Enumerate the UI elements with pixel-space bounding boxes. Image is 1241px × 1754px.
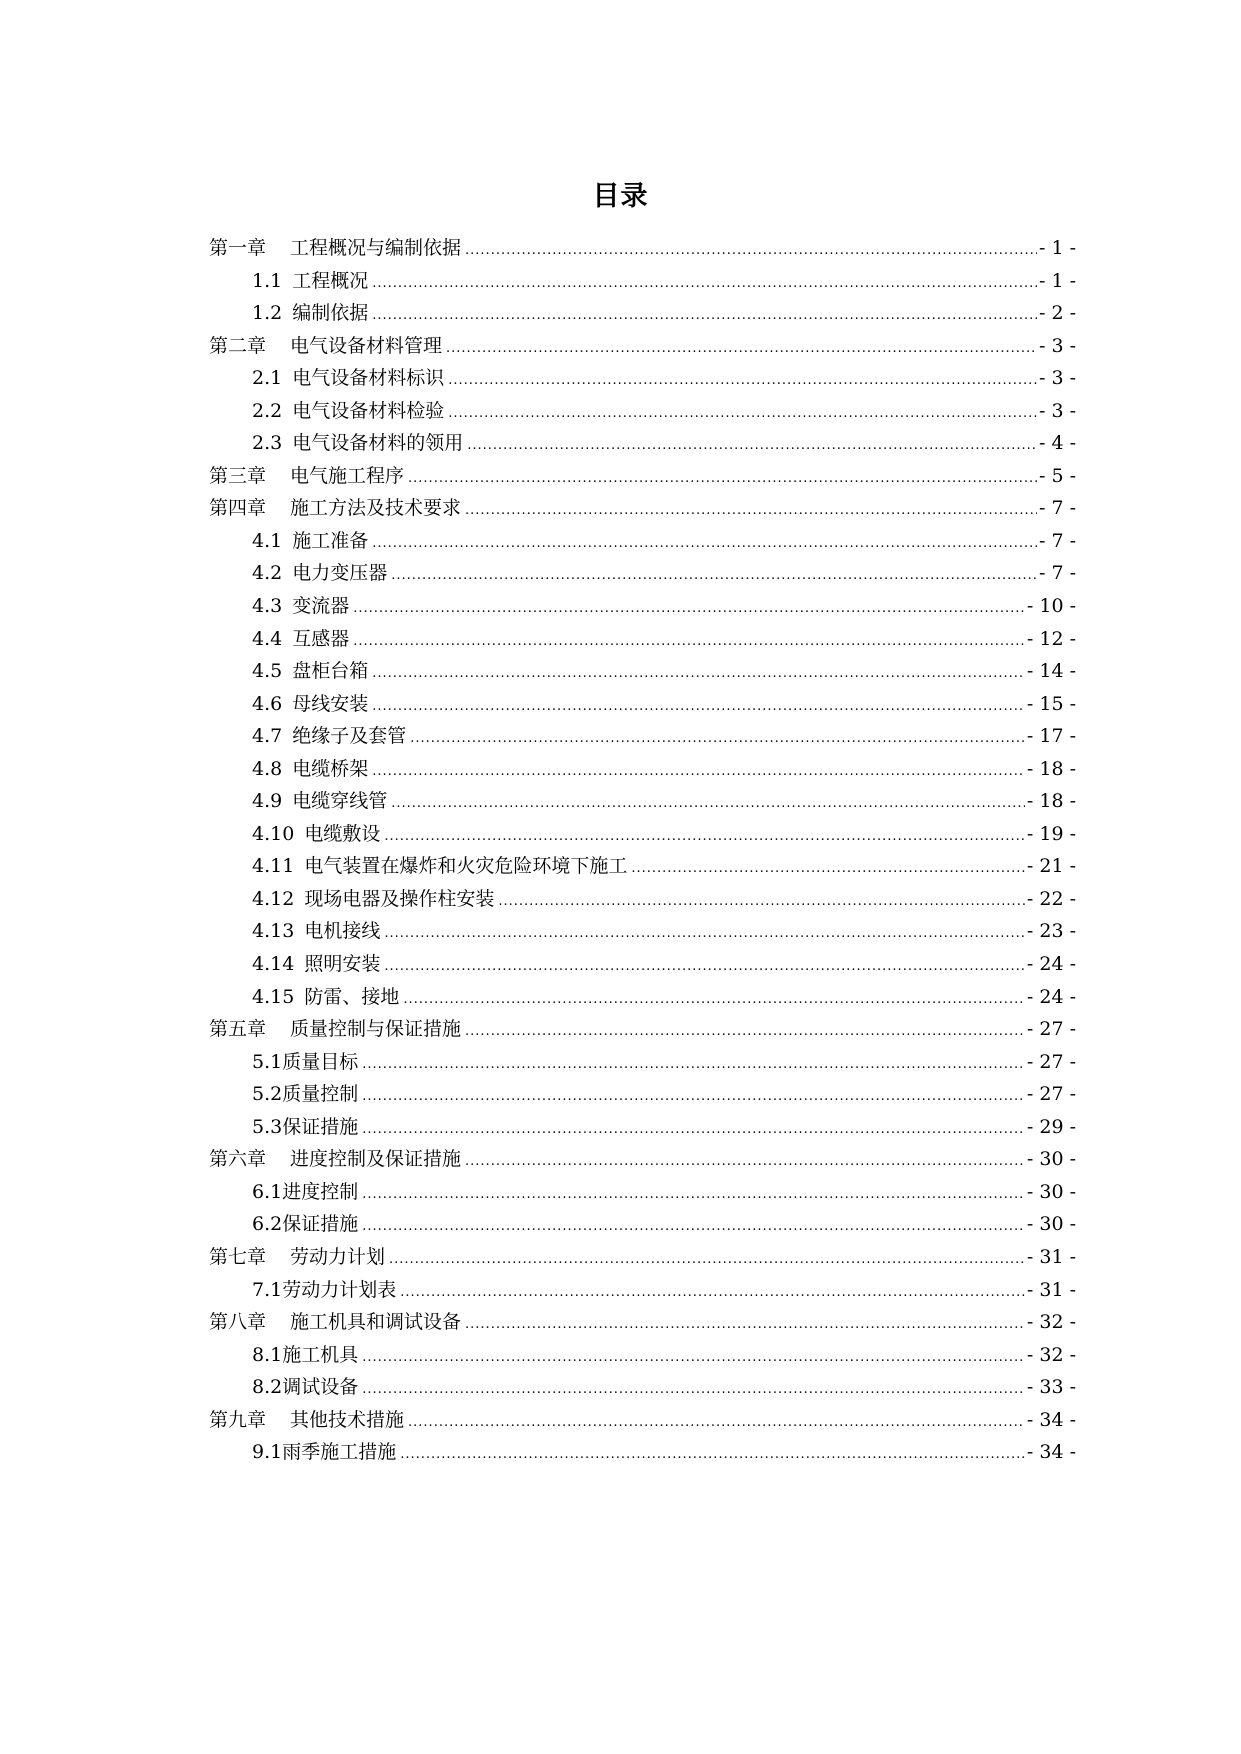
toc-entry-title: 变流器 [292,595,350,618]
toc-dot-leader [465,1016,1025,1049]
toc-entry-number: 4.14 [252,953,295,976]
toc-entry-label [209,818,380,851]
toc-dot-leader [362,1211,1025,1244]
toc-page-number: - 22 - [1026,887,1076,910]
toc-entry-number: 第四章 [209,497,267,520]
toc-entry-title: 保证措施 [282,1213,359,1236]
toc-entry-label [209,1143,461,1176]
toc-chapter-entry[interactable] [209,1013,1076,1046]
toc-entry-title: 质量控制与保证措施 [290,1018,462,1041]
toc-dot-leader [384,918,1025,951]
toc-section-entry[interactable] [209,720,1076,753]
toc-entry-number: 1.1 [252,269,283,292]
toc-entry-label [209,785,387,818]
toc-entry-number: 7.1 [252,1278,283,1301]
toc-entry-title: 电气设备材料管理 [290,334,443,357]
toc-section-entry[interactable] [209,557,1076,590]
toc-entry-title: 编制依据 [292,302,369,325]
toc-page-number: - 3 - [1038,334,1076,357]
toc-entry-label [209,688,368,721]
toc-entry-label [209,1436,396,1469]
toc-page-number: - 27 - [1026,1018,1076,1041]
toc-dot-leader [410,723,1025,756]
toc-entry-number: 2.1 [252,367,283,390]
toc-entry-title: 电缆敷设 [304,822,381,845]
toc-entry-number: 4.3 [252,595,283,618]
toc-dot-leader [372,756,1025,789]
toc-entry-title: 现场电器及操作柱安装 [304,887,495,910]
toc-page-number: - 1 - [1038,269,1076,292]
toc-entry-number: 第七章 [209,1245,267,1268]
toc-entry-number: 4.6 [252,692,283,715]
toc-section-entry[interactable] [209,362,1076,395]
toc-entry-number: 2.2 [252,399,283,422]
toc-entry-label [209,948,380,981]
toc-entry-label [209,655,368,688]
toc-entry-label [209,1208,358,1241]
toc-entry-label [209,1176,358,1209]
toc-section-entry[interactable] [209,883,1076,916]
toc-entry-title: 防雷、接地 [304,985,400,1008]
toc-entry-title: 电气设备材料的领用 [292,432,464,455]
toc-dot-leader [372,528,1037,561]
toc-dot-leader [465,235,1037,268]
toc-section-entry[interactable] [209,915,1076,948]
toc-entry-label [209,265,368,298]
toc-dot-leader [384,951,1025,984]
toc-page-number: - 14 - [1026,660,1076,683]
toc-entry-number: 第二章 [209,334,267,357]
toc-chapter-entry[interactable] [209,232,1076,265]
toc-page-number: - 7 - [1038,562,1076,585]
toc-page-number: - 27 - [1026,1050,1076,1073]
toc-entry-title: 盘柜台箱 [292,660,369,683]
toc-entry-label [209,981,399,1014]
toc-page-number: - 12 - [1026,627,1076,650]
toc-entry-title: 工程概况 [292,269,369,292]
toc-entry-title: 调试设备 [282,1376,359,1399]
toc-section-entry[interactable] [209,395,1076,428]
toc-page-number: - 30 - [1026,1148,1076,1171]
toc-entry-title: 电气设备材料标识 [292,367,445,390]
toc-section-entry[interactable] [209,1111,1076,1144]
toc-entry-number: 4.15 [252,985,295,1008]
toc-page-number: - 19 - [1026,822,1076,845]
toc-section-entry[interactable] [209,1436,1076,1469]
toc-section-entry[interactable] [209,623,1076,656]
toc-entry-label [209,297,368,330]
toc-dot-leader [372,300,1037,333]
toc-entry-label [209,1013,461,1046]
toc-entry-title: 施工机具和调试设备 [290,1311,462,1334]
toc-entry-title: 绝缘子及套管 [292,725,407,748]
toc-entry-title: 质量控制 [282,1083,359,1106]
toc-section-entry[interactable] [209,525,1076,558]
toc-entry-number: 5.1 [252,1050,283,1073]
toc-dot-leader [384,821,1025,854]
toc-dot-leader [446,333,1037,366]
toc-entry-number: 第三章 [209,464,267,487]
toc-section-entry[interactable] [209,427,1076,460]
toc-section-entry[interactable] [209,265,1076,298]
toc-entry-number: 第八章 [209,1311,267,1334]
toc-dot-leader [362,1179,1025,1212]
toc-page-number: - 34 - [1026,1441,1076,1464]
toc-entry-label [209,590,349,623]
toc-entry-title: 保证措施 [282,1115,359,1138]
toc-dot-leader [448,365,1037,398]
toc-entry-title: 互感器 [292,627,350,650]
toc-entry-title: 电气设备材料检验 [292,399,445,422]
toc-page-number: - 29 - [1026,1115,1076,1138]
toc-page-number: - 30 - [1026,1180,1076,1203]
toc-entry-number: 8.1 [252,1343,283,1366]
toc-entry-label [209,460,404,493]
toc-entry-label [209,557,387,590]
toc-section-entry[interactable] [209,948,1076,981]
toc-entry-number: 6.1 [252,1180,283,1203]
toc-dot-leader [465,1309,1025,1342]
toc-entry-label [209,623,349,656]
toc-entry-label [209,1241,385,1274]
toc-dot-leader [400,1277,1025,1310]
toc-entry-number: 4.7 [252,725,283,748]
toc-entry-number: 第五章 [209,1018,267,1041]
toc-entry-label [209,753,368,786]
toc-dot-leader [353,593,1025,626]
toc-entry-number: 4.11 [252,855,295,878]
toc-entry-number: 4.4 [252,627,283,650]
toc-section-entry[interactable] [209,818,1076,851]
toc-entry-title: 劳动力计划表 [282,1278,397,1301]
toc-chapter-entry[interactable] [209,460,1076,493]
toc-entry-label [209,1371,358,1404]
toc-section-entry[interactable] [209,1339,1076,1372]
toc-section-entry[interactable] [209,1046,1076,1079]
toc-entry-title: 工程概况与编制依据 [290,237,462,259]
toc-entry-number: 8.2 [252,1376,283,1399]
toc-page-number: - 32 - [1026,1311,1076,1334]
toc-entry-label [209,720,406,753]
toc-page-number: - 3 - [1038,399,1076,422]
toc-page-number: - 18 - [1026,757,1076,780]
toc-page-number: - 24 - [1026,953,1076,976]
toc-page-number: - 10 - [1026,595,1076,618]
toc-page-number: - 1 - [1038,237,1076,259]
toc-dot-leader [353,626,1025,659]
toc-page-number: - 5 - [1038,464,1076,487]
toc-entry-label [209,850,627,883]
toc-page-number: - 34 - [1026,1408,1076,1431]
toc-entry-label [209,883,494,916]
toc-entry-number: 4.13 [252,920,295,943]
toc-entry-label [209,1274,396,1307]
toc-page-number: - 23 - [1026,920,1076,943]
toc-entry-title: 电机接线 [304,920,381,943]
toc-section-entry[interactable] [209,785,1076,818]
toc-page-number: - 24 - [1026,985,1076,1008]
toc-entry-label [209,492,461,525]
toc-entry-title: 电缆桥架 [292,757,369,780]
toc-page-number: - 30 - [1026,1213,1076,1236]
toc-entry-title: 电气施工程序 [290,464,405,487]
toc-chapter-entry[interactable] [209,1143,1076,1176]
toc-entry-label [209,525,368,558]
toc-chapter-entry[interactable] [209,1241,1076,1274]
toc-dot-leader [408,463,1037,496]
toc-entry-label [209,362,444,395]
toc-entry-number: 5.3 [252,1115,283,1138]
toc-entry-number: 4.5 [252,660,283,683]
toc-entry-title: 母线安装 [292,692,369,715]
toc-entry-label [209,1339,358,1372]
toc-section-entry[interactable] [209,1371,1076,1404]
toc-entry-title: 电力变压器 [292,562,388,585]
toc-list [209,232,1076,1469]
toc-page-number: - 32 - [1026,1343,1076,1366]
toc-entry-number: 9.1 [252,1441,283,1464]
toc-page-number: - 3 - [1038,367,1076,390]
toc-entry-number: 4.2 [252,562,283,585]
toc-dot-leader [372,691,1025,724]
toc-entry-label [209,1078,358,1111]
toc-entry-label [209,1404,404,1437]
toc-entry-title: 照明安装 [304,953,381,976]
toc-page-number: - 15 - [1026,692,1076,715]
toc-page-number: - 33 - [1026,1376,1076,1399]
toc-dot-leader [372,658,1025,691]
toc-section-entry[interactable] [209,655,1076,688]
toc-page-number: - 2 - [1038,302,1076,325]
toc-page-number: - 31 - [1026,1278,1076,1301]
toc-section-entry[interactable] [209,688,1076,721]
toc-chapter-entry[interactable] [209,1404,1076,1437]
toc-dot-leader [362,1049,1025,1082]
toc-page-number: - 27 - [1026,1083,1076,1106]
toc-entry-number: 第六章 [209,1148,267,1171]
toc-page-number: - 7 - [1038,497,1076,520]
toc-section-entry[interactable] [209,590,1076,623]
toc-dot-leader [465,1146,1025,1179]
toc-entry-title: 施工机具 [282,1343,359,1366]
toc-entry-label [209,1111,358,1144]
toc-entry-number: 4.8 [252,757,283,780]
toc-section-entry[interactable] [209,1208,1076,1241]
toc-entry-title: 电气装置在爆炸和火灾危险环境下施工 [304,855,628,878]
toc-dot-leader [465,495,1037,528]
toc-entry-label [209,915,380,948]
toc-section-entry[interactable] [209,297,1076,330]
toc-chapter-entry[interactable] [209,330,1076,363]
toc-dot-leader [391,560,1037,593]
toc-title: 目录 [592,181,649,212]
toc-entry-label [209,330,442,363]
toc-page-number: - 7 - [1038,529,1076,552]
toc-entry-number: 第一章 [209,237,267,259]
toc-section-entry[interactable] [209,1176,1076,1209]
toc-entry-title: 施工准备 [292,529,369,552]
toc-entry-title: 进度控制及保证措施 [290,1148,462,1171]
toc-section-entry[interactable] [209,1274,1076,1307]
toc-entry-title: 其他技术措施 [290,1408,405,1431]
toc-entry-title: 雨季施工措施 [282,1441,397,1464]
toc-dot-leader [400,1439,1025,1472]
toc-dot-leader [362,1081,1025,1114]
toc-page-number: - 4 - [1038,432,1076,455]
toc-entry-title: 质量目标 [282,1050,359,1073]
toc-entry-number: 6.2 [252,1213,283,1236]
toc-dot-leader [631,853,1025,886]
toc-dot-leader [391,788,1025,821]
toc-section-entry[interactable] [209,1078,1076,1111]
toc-entry-title: 电缆穿线管 [292,790,388,813]
toc-page-number: - 17 - [1026,725,1076,748]
toc-dot-leader [362,1374,1025,1407]
toc-entry-label [209,1306,461,1339]
toc-dot-leader [448,398,1037,431]
toc-entry-title: 劳动力计划 [290,1245,386,1268]
toc-entry-number: 4.1 [252,529,283,552]
toc-entry-title: 施工方法及技术要求 [290,497,462,520]
toc-page-number: - 18 - [1026,790,1076,813]
toc-entry-number: 1.2 [252,302,283,325]
toc-chapter-entry[interactable] [209,492,1076,525]
toc-section-entry[interactable] [209,753,1076,786]
toc-dot-leader [362,1342,1025,1375]
toc-entry-number: 4.9 [252,790,283,813]
toc-entry-label [209,427,463,460]
toc-dot-leader [372,268,1037,301]
toc-entry-number: 4.12 [252,887,295,910]
toc-entry-label [209,232,461,265]
toc-dot-leader [408,1407,1025,1440]
toc-dot-leader [362,1114,1025,1147]
toc-dot-leader [498,886,1025,919]
toc-section-entry[interactable] [209,981,1076,1014]
toc-chapter-entry[interactable] [209,1306,1076,1339]
toc-page-number: - 31 - [1026,1245,1076,1268]
toc-entry-number: 5.2 [252,1083,283,1106]
toc-entry-number: 4.10 [252,822,295,845]
toc-dot-leader [467,430,1037,463]
toc-dot-leader [389,1244,1025,1277]
toc-entry-label [209,1046,358,1079]
toc-page-number: - 21 - [1026,855,1076,878]
toc-entry-label [209,395,444,428]
toc-entry-number: 2.3 [252,432,283,455]
toc-entry-title: 进度控制 [282,1180,359,1203]
toc-entry-number: 第九章 [209,1408,267,1431]
toc-section-entry[interactable] [209,850,1076,883]
toc-dot-leader [403,984,1025,1017]
